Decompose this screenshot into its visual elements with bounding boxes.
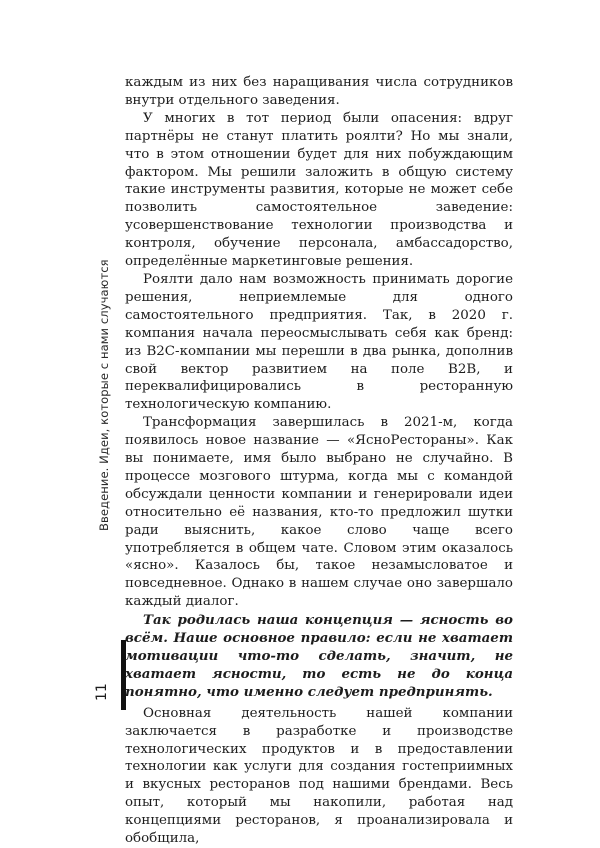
paragraph-4: Трансформация завершилась в 2021-м, когда появилось новое название — «ЯсноРестораны». Как вы понимаете, имя было выбрано не случайно. В процессе мозгового штурма, когда мы с командой обсуждали ценности компании и генерировали идеи относительно её названия, кто-то предложил шутки ради выяснить, какое слово чаще всего употребляется в общем чате. Словом этим оказалось «ясно». Казалось бы, такое незамысловатое и повседневное. Однако в нашем случае оно завершало каждый диалог. [125,415,513,610]
paragraph-2: У многих в тот период были опасения: вдруг партнёры не станут платить роялти? Но мы знали, что в этом отношении будет для них побуждающим фактором. Мы решили заложить в общую систему такие инструменты развития, которые не может себе позволить самостоятельное заведение: усовершенствование технологии производства и контроля, обучение персонала, амбассадорство, определённые маркетинговые решения. [125,110,513,270]
paragraph-6: Основная деятельность нашей компании заключается в разработке и производстве технологических продуктов и в предоставлении технологии как услуги для создания гостеприимных и вкусных ресторанов под нашими брендами. Весь опыт, который мы накопили, работая над концепциями ресторанов, я проанализировала и обобщила, [125,705,513,847]
body-text [125,74,513,848]
paragraph-3: Роялти дало нам возможность принимать дорогие решения, неприемлемые для одного самостоятельного предприятия. Так, в 2020 г. компания начала переосмыслывать себя как бренд: из B2C-компании мы перешли в два рынка, дополнив свой вектор развитием на поле B2B, и переквалифицировались в ресторанную технологическую компанию. [125,271,513,413]
page-number: 11 [94,683,110,701]
emphasis-paragraph: Так родилась наша концепция — ясность во всём. Наше основное правило: если не хватает мотивации что-то сделать, значит, не хватает ясности, то есть не до конца понятно, что именно следует предпринять. [125,612,513,700]
paragraph-1: каждым из них без наращивания числа сотрудников внутри отдельного заведения. [125,75,513,108]
running-header: Введение. Идеи, которые с нами случаются [97,259,111,531]
